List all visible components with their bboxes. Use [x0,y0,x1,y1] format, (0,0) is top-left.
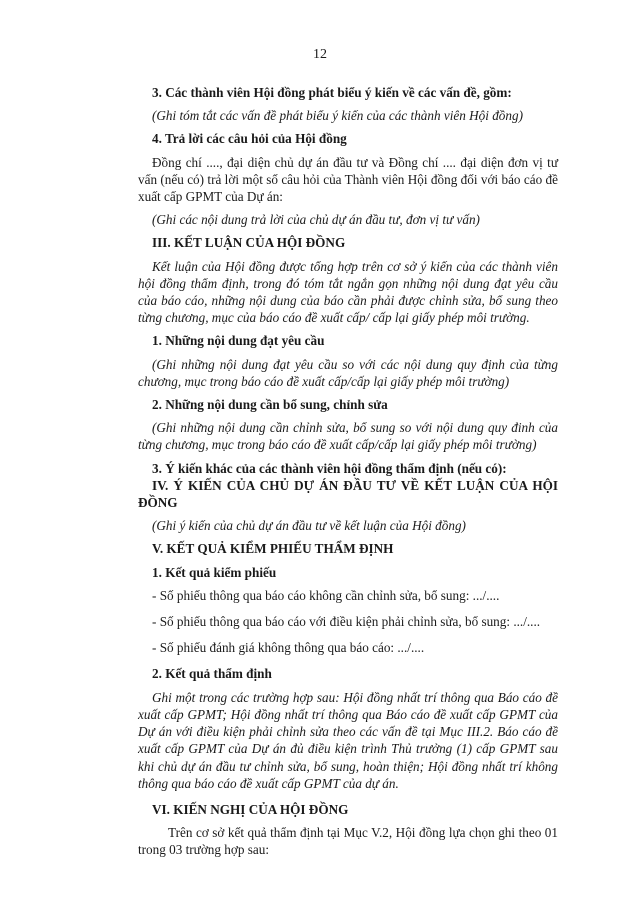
page-number: 12 [313,47,327,62]
paragraph-18: - Số phiếu đánh giá không thông qua báo cáo: .../.... [152,640,425,656]
paragraph-21: VI. KIẾN NGHỊ CỦA HỘI ĐỒNG [152,801,349,817]
paragraph-10: (Ghi những nội dung cần chỉnh sửa, bổ sung so với nội dung quy đinh của từng chương, mục trong báo cáo đề xuất cấp/cấp lại giấy phép môi trường) [138,420,558,453]
paragraph-17: - Số phiếu thông qua báo cáo với điều kiện phải chỉnh sửa, bổ sung: .../.... [152,614,541,630]
paragraph-2: 4. Trả lời các câu hỏi của Hội đồng [152,131,347,147]
paragraph-20: Ghi một trong các trường hợp sau: Hội đồng nhất trí thông qua Báo cáo đề xuất cấp GPMT; Hội đồng nhất trí thông qua Báo cáo đề xuất cấp GPMT của Dự án với điều kiện phải chỉnh sửa theo các vấn đề tại Mục III.2. Báo cáo đề xuất cấp GPMT của Dự án đủ điều kiện trình Thủ trưởng (1) cấp GPMT sau khi chủ dự án đầu tư chỉnh sửa, bổ sung, hoàn thiện; Hội đồng nhất trí không thông qua báo cáo đề xuất cấp GPMT của dự án. [138,689,558,791]
paragraph-12: IV. Ý KIẾN CỦA CHỦ DỰ ÁN ĐẦU TƯ VỀ KẾT LUẬN CỦA HỘI ĐỒNG [138,477,558,511]
paragraph-15: 1. Kết quả kiểm phiếu [152,564,277,580]
paragraph-6: Kết luận của Hội đồng được tổng hợp trên cơ sở ý kiến của các thành viên hội đồng thẩm định, trong đó tóm tắt ngắn gọn những nội dung đạt yêu cầu của báo cáo, những nội dung của báo cần phải được chỉnh sửa, bổ sung theo từng chương, mục của báo cáo đề xuất cấp/ cấp lại giấy phép môi trường. [138,258,558,326]
paragraph-1: (Ghi tóm tắt các vấn đề phát biểu ý kiến của các thành viên Hội đồng) [152,108,523,124]
paragraph-5: III. KẾT LUẬN CỦA HỘI ĐỒNG [152,235,346,251]
paragraph-13: (Ghi ý kiến của chủ dự án đầu tư về kết luận của Hội đồng) [152,518,466,534]
paragraph-3: Đồng chí ...., đại diện chủ dự án đầu tư và Đồng chí .... đại diện đơn vị tư vấn (nếu có) trả lời một số câu hỏi của Thành viên Hội đồng đối với báo cáo đề xuất cấp GPMT của Dự án: [138,154,558,205]
paragraph-19: 2. Kết quả thẩm định [152,666,272,682]
paragraph-14: V. KẾT QUẢ KIỂM PHIẾU THẨM ĐỊNH [152,541,394,557]
document-body [138,84,558,859]
paragraph-4: (Ghi các nội dung trả lời của chủ dự án đầu tư, đơn vị tư vấn) [152,212,480,228]
paragraph-16: - Số phiếu thông qua báo cáo không cần chỉnh sửa, bổ sung: .../.... [152,587,500,603]
paragraph-22: Trên cơ sở kết quả thẩm định tại Mục V.2, Hội đồng lựa chọn ghi theo 01 trong 03 trường hợp sau: [138,825,558,858]
paragraph-11: 3. Ý kiến khác của các thành viên hội đồng thẩm định (nếu có): [152,460,507,476]
paragraph-8: (Ghi những nội dung đạt yêu cầu so với các nội dung quy định của từng chương, mục trong báo cáo đề xuất cấp/cấp lại giấy phép môi trường) [138,356,558,389]
paragraph-9: 2. Những nội dung cần bổ sung, chỉnh sửa [152,397,388,413]
paragraph-0: 3. Các thành viên Hội đồng phát biểu ý kiến về các vấn đề, gồm: [152,85,512,100]
paragraph-7: 1. Những nội dung đạt yêu cầu [152,333,325,349]
